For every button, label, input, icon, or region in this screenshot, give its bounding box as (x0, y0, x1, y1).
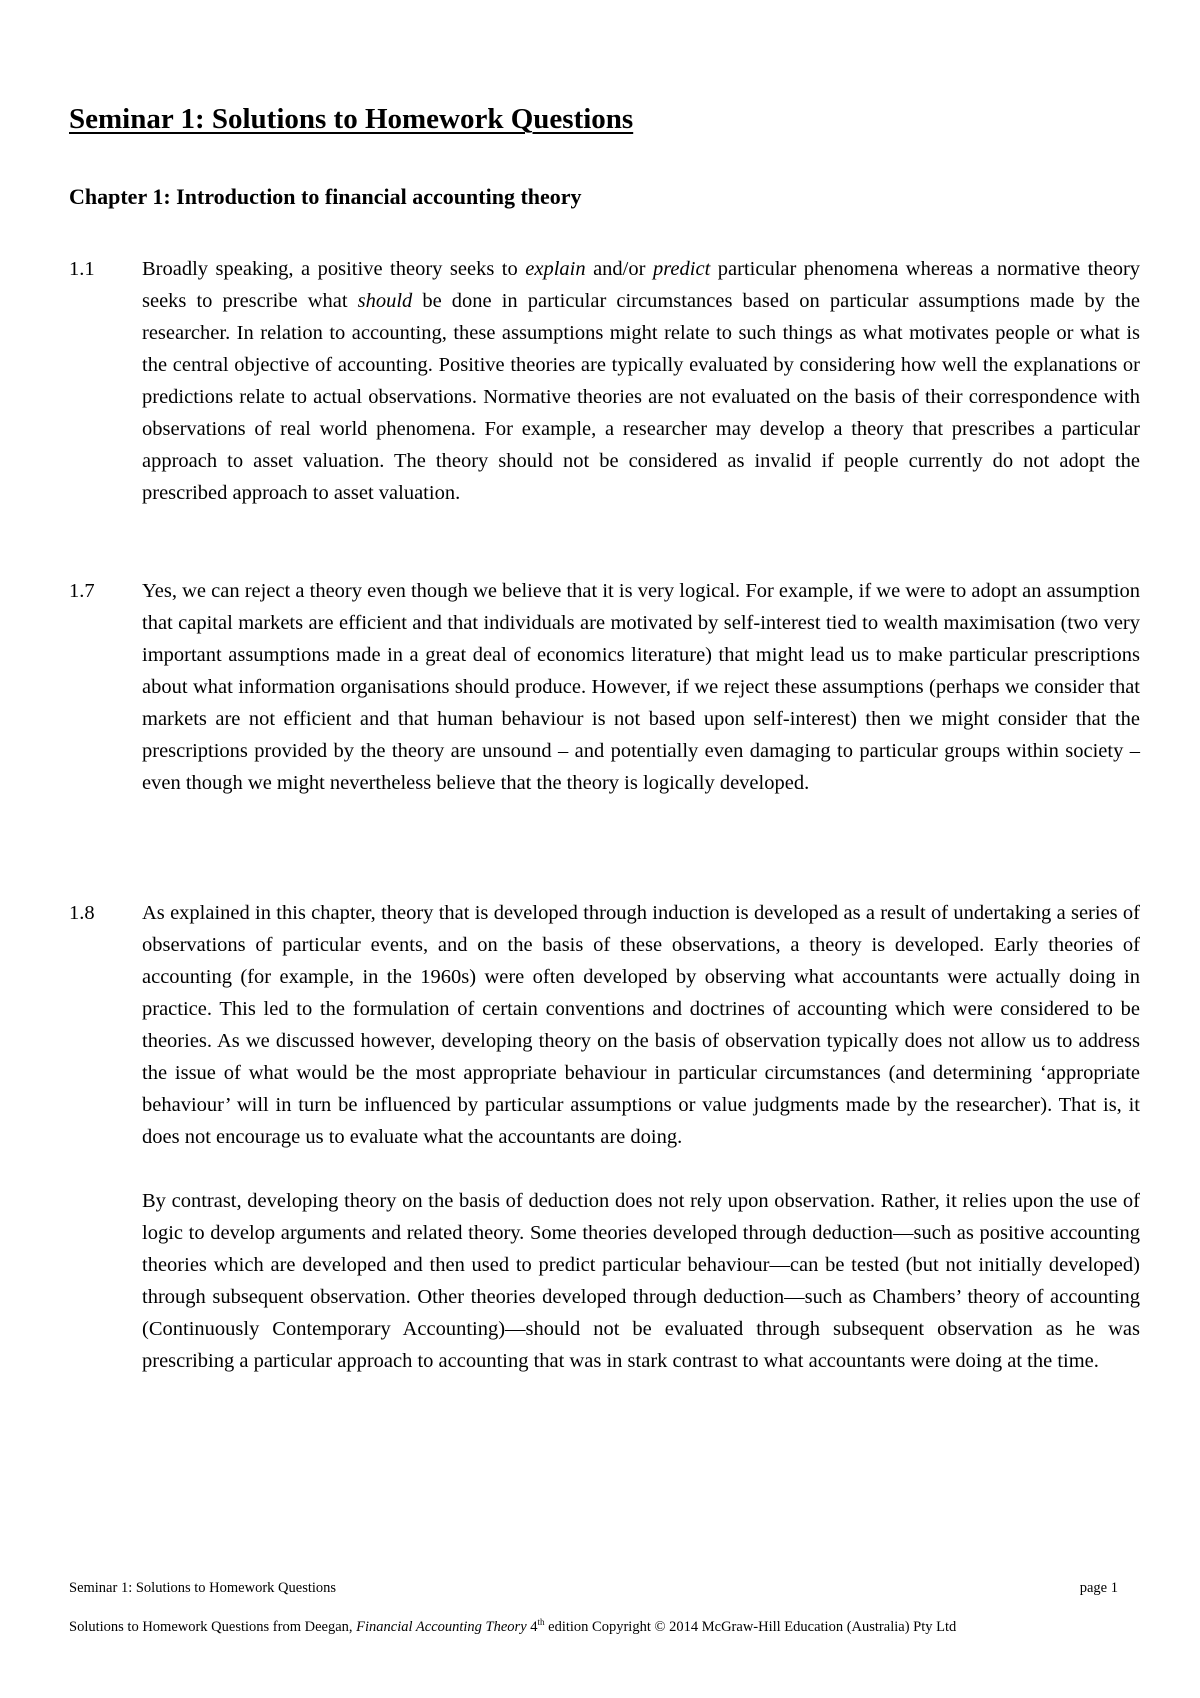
running-footer (69, 1579, 1118, 1597)
footer-text: Solutions to Homework Questions from Deegan, (69, 1619, 357, 1635)
footer-title: Seminar 1: Solutions to Homework Questions (69, 1580, 337, 1596)
emphasis-explain: explain (525, 258, 586, 280)
answer-paragraph: As explained in this chapter, theory that is developed through induction is developed as a result of undertaking a series of observations of particular events, and on the basis of these observations, a theory is developed. Early theories of accounting (for example, in the 1960s) were often developed by observing what accountants were actually doing in practice. This led to the formulation of certain conventions and doctrines of accounting which were considered to be theories. As we discussed however, developing theory on the basis of observation typically does not allow us to address the issue of what would be the most appropriate behaviour in particular circumstances (and determining ‘appropriate behaviour’ will in turn be influenced by particular assumptions or value judgments made by the researcher). That is, it does not encourage us to evaluate what the accountants are doing. (142, 902, 1140, 1148)
edition-number: 4 (526, 1619, 538, 1635)
answer-number: 1.8 (69, 902, 95, 924)
edition-suffix: th (537, 1617, 545, 1628)
footer-text: edition Copyright © 2014 McGraw-Hill Education (Australia) Pty Ltd (544, 1619, 957, 1635)
answer-1-8 (69, 897, 1140, 1377)
page-number: page 1 (1079, 1580, 1118, 1596)
answer-number: 1.7 (69, 580, 95, 602)
book-title: Financial Accounting Theory (356, 1619, 527, 1635)
emphasis-predict: predict (652, 258, 711, 280)
copyright-footer (69, 1618, 956, 1636)
text-span: particular phenomena whereas a normative theory seeks to prescribe what (142, 258, 1141, 312)
text-span: be done in particular circumstances based on particular assumptions made by the researcher. In relation to accounting, these assumptions might relate to such things as what motivates people or what is the central objective of accounting. Positive theories are typically evaluated by considering how well the explanations or predictions relate to actual observations. Normative theories are not evaluated on the basis of their correspondence with observations of real world phenomena. For example, a researcher may develop a theory that prescribes a particular approach to asset valuation. The theory should not be considered as invalid if people currently do not adopt the prescribed approach to asset valuation. (142, 290, 1141, 504)
answer-body (142, 253, 1140, 509)
chapter-heading: Chapter 1: Introduction to financial accounting theory (69, 184, 582, 209)
emphasis-should: should (357, 290, 413, 312)
text-span: and/or (585, 258, 653, 280)
answer-body (142, 897, 1140, 1377)
answer-1-7 (69, 575, 1140, 799)
answer-paragraph: By contrast, developing theory on the basis of deduction does not rely upon observation. Rather, it relies upon the use of logic to develop arguments and related theory. Some theories developed through deduction—such as positive accounting theories which are developed and then used to predict particular behaviour—can be tested (but not initially developed) through subsequent observation. Other theories developed through deduction—such as Chambers’ theory of accounting (Continuously Contemporary Accounting)—should not be evaluated through subsequent observation as he was prescribing a particular approach to accounting that was in stark contrast to what accountants were doing at the time. (142, 1190, 1140, 1372)
text-span: Broadly speaking, a positive theory seeks to (142, 258, 526, 280)
answer-paragraph (142, 253, 1140, 509)
answer-1-1 (69, 253, 1140, 509)
answer-body (142, 575, 1140, 799)
page-title: Seminar 1: Solutions to Homework Questions (69, 103, 634, 135)
answer-number: 1.1 (69, 258, 95, 280)
answer-paragraph: Yes, we can reject a theory even though we believe that it is very logical. For example, if we were to adopt an assumption that capital markets are efficient and that individuals are motivated by self-interest tied to wealth maximisation (two very important assumptions made in a great deal of economics literature) that might lead us to make particular prescriptions about what information organisations should produce. However, if we reject these assumptions (perhaps we consider that markets are not efficient and that human behaviour is not based upon self-interest) then we might consider that the prescriptions provided by the theory are unsound – and potentially even damaging to particular groups within society – even though we might nevertheless believe that the theory is logically developed. (142, 580, 1140, 794)
